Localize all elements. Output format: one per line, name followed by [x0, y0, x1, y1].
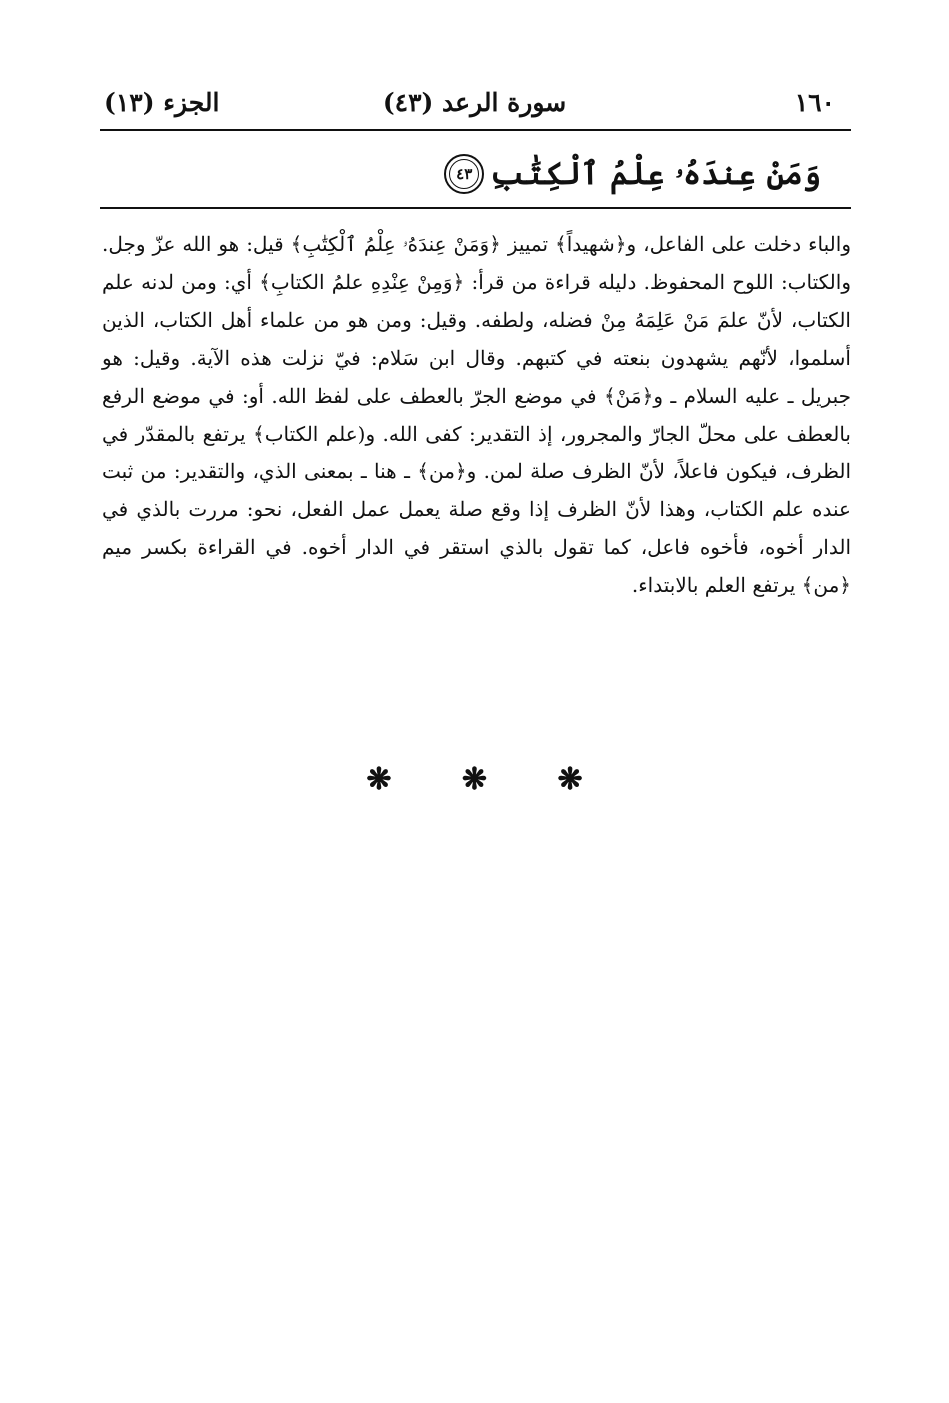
star-ornament-icon: ❋ — [461, 762, 488, 797]
section-end-ornament — [0, 762, 949, 797]
header-divider — [100, 129, 851, 131]
running-head — [100, 84, 849, 128]
star-ornament-icon: ❋ — [557, 762, 583, 797]
page-number: ١٦٠ — [794, 88, 835, 117]
surah-title: سورة الرعد (٤٣) — [382, 88, 567, 117]
commentary-body — [102, 226, 851, 605]
verse-heading — [444, 148, 821, 200]
star-ornament-icon: ❋ — [366, 762, 392, 797]
verse-text: وَمَنْ عِندَهُۥ عِلْمُ ٱلْكِتَٰبِ — [490, 155, 821, 192]
commentary-paragraph: والباء دخلت على الفاعل، و﴿شهيداً﴾ تمييز ﴿وَمَنْ عِندَهُۥ عِلْمُ ٱلْكِتَٰبِ﴾ قيل: هو الله عزّ وجل. والكتاب: اللوح المحفوظ. دليله قراءة من قرأ: ﴿وَمِنْ عِنْدِهِ علمُ الكتابِ﴾ أي: ومن لدنه علم الكتاب، لأنّ علمَ مَنْ عَلِمَهُ مِنْ فضله، ولطفه. وقيل: ومن هو من علماء أهل الكتاب، الذين أسلموا، لأنّهم يشهدون بنعته في كتبهم. وقال ابن سَلام: فيّ نزلت هذه الآية. وقيل: هو جبريل ـ عليه السلام ـ و﴿مَنْ﴾ في موضع الجرّ بالعطف على لفظ الله. أو: في موضع الرفع بالعطف على محلّ الجارّ والمجرور، إذ التقدير: كفى الله. و(علم الكتاب﴾ يرتفع بالمقدّر في الظرف، فيكون فاعلاً، لأنّ الظرف صلة لمن. و﴿من﴾ ـ هنا ـ بمعنى الذي، والتقدير: من ثبت عنده علم الكتاب، وهذا لأنّ الظرف إذا وقع صلة يعمل عمل الفعل، نحو: مررت بالذي في الدار أخوه، فأخوه فاعل، كما تقول بالذي استقر في الدار أخوه. في القراءة بكسر ميم ﴿من﴾ يرتفع العلم بالابتداء. — [102, 232, 851, 598]
verse-divider — [100, 207, 851, 209]
verse-number-marker: ٤٣ — [444, 154, 484, 194]
part-label: الجزء (١٣) — [104, 88, 220, 117]
